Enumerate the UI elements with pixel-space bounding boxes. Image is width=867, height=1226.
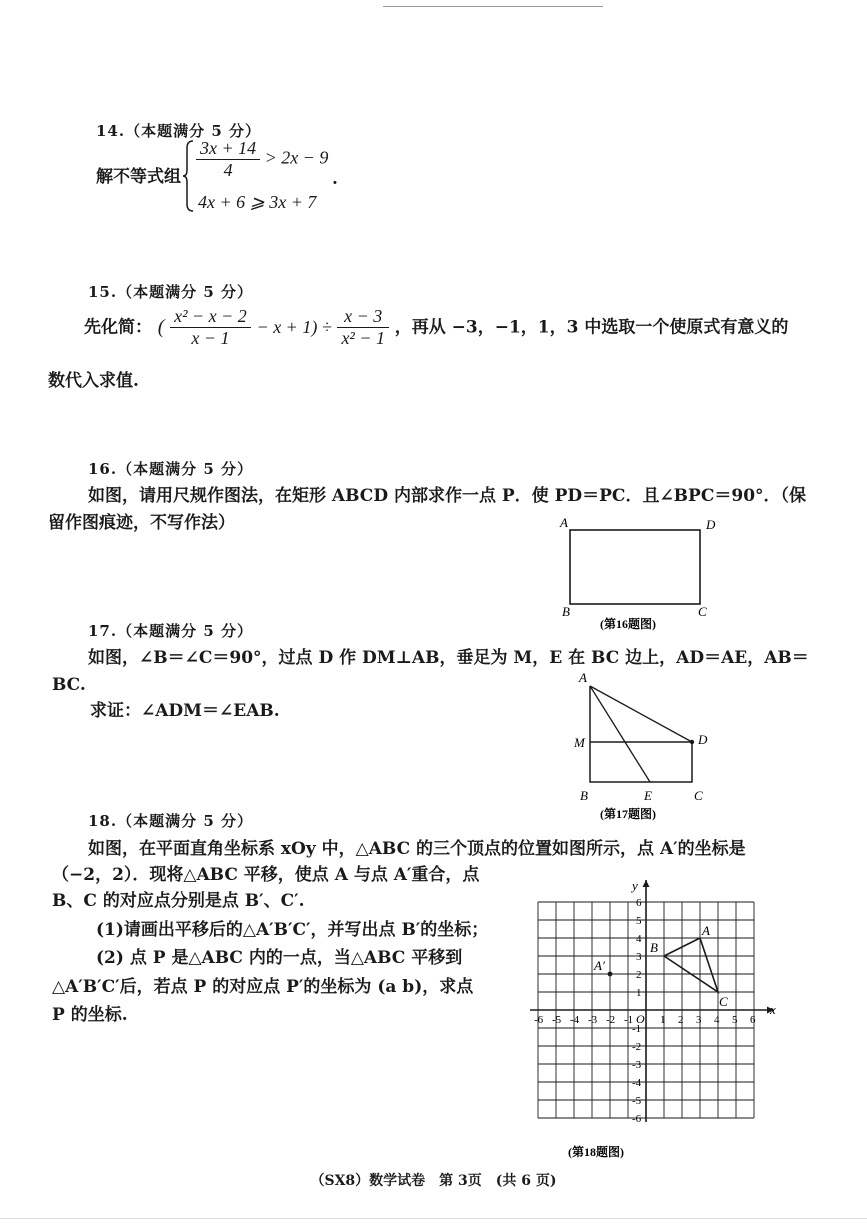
y-tick-label: -5: [632, 1095, 642, 1107]
q18-line1: 如图，在平面直角坐标系 xOy 中，△ABC 的三个顶点的位置如图所示，点 A′的坐标是: [88, 839, 746, 859]
x-tick-label: -1: [624, 1014, 634, 1026]
q14-frac-num: 3x + 14: [196, 138, 260, 160]
q17-label-e: E: [644, 788, 652, 803]
q15-frac-1: [170, 306, 251, 349]
y-tick-label: 5: [636, 915, 642, 927]
q18-line5: (2) 点 P 是△ABC 内的一点，当△ABC 平移到: [96, 948, 463, 968]
q17-line2: BC.: [52, 675, 86, 695]
q18-heading: 18.（本题满分 5 分）: [88, 812, 253, 830]
bottom-rule: [0, 1218, 867, 1219]
top-rule: [383, 6, 603, 7]
q17-figure: [570, 670, 720, 825]
q15-frac2-num: x − 3: [337, 306, 389, 328]
q17-line3: 求证：∠ADM＝∠EAB.: [90, 701, 280, 721]
point-c-label: C: [719, 994, 728, 1009]
q16-label-a: A: [560, 515, 568, 530]
q18-coordinate-grid: [510, 862, 790, 1162]
q16-label-d: D: [706, 517, 716, 532]
q14-inequality-1: [196, 138, 328, 181]
q17-label-d: D: [698, 732, 708, 747]
q14-brace: [182, 140, 194, 212]
q14-frac-den: 4: [223, 160, 233, 180]
y-tick-label: 1: [636, 987, 642, 999]
q16-line2: 留作图痕迹，不写作法）: [48, 513, 235, 533]
y-tick-label: 6: [636, 897, 642, 909]
q14-end-dot: .: [332, 169, 338, 189]
point-a-prime: [608, 972, 613, 977]
q18-line7: P 的坐标.: [52, 1005, 128, 1025]
x-tick-label: 2: [678, 1014, 684, 1026]
y-tick-label: -6: [632, 1113, 642, 1125]
page-footer: （SX8）数学试卷 第 3页 (共 6 页): [310, 1173, 557, 1189]
q17-caption: (第17题图): [600, 807, 656, 821]
x-tick-label: 5: [732, 1014, 738, 1026]
q16-label-b: B: [562, 604, 570, 619]
x-tick-label: 6: [750, 1014, 756, 1026]
triangle-abc: [664, 938, 718, 992]
q15-prompt: 先化简：: [84, 317, 152, 338]
q18-line2: （−2，2）．现将△ABC 平移，使点 A 与点 A′重合，点: [52, 865, 480, 885]
q16-line1: 如图，请用尺规作图法，在矩形 ABCD 内部求作一点 P．使 PD＝PC．且∠BPC＝90°．（保: [88, 486, 807, 506]
q16-figure: [556, 512, 726, 637]
q18-line3: B、C 的对应点分别是点 B′、C′.: [52, 891, 305, 911]
q17-line1: 如图，∠B＝∠C＝90°，过点 D 作 DM⊥AB，垂足为 M，E 在 BC 边上，AD＝AE，AB＝: [88, 648, 809, 668]
q15-line2: 数代入求值.: [48, 371, 139, 391]
q15-middle: − x + 1) ÷: [256, 317, 332, 337]
y-tick-label: -1: [632, 1023, 642, 1035]
point-a-prime-label: A′: [594, 958, 605, 973]
x-tick-label: -5: [552, 1014, 562, 1026]
q16-label-c: C: [698, 604, 707, 619]
y-tick-label: -3: [632, 1059, 642, 1071]
q14-ineq1-rhs: > 2x − 9: [264, 147, 329, 168]
q17-label-m: M: [574, 735, 585, 750]
q15-tail: ，再从 −3，−1，1，3 中选取一个使原式有意义的: [394, 317, 789, 338]
q15-open-paren: (: [157, 316, 165, 338]
y-axis-arrow: [643, 880, 650, 887]
x-tick-label: -6: [534, 1014, 544, 1026]
q15-frac1-den: x − 1: [191, 328, 230, 348]
q15-frac-2: [337, 306, 389, 349]
origin-label: O: [636, 1012, 645, 1026]
y-tick-label: 2: [636, 969, 642, 981]
x-tick-label: -3: [588, 1014, 598, 1026]
q17-heading: 17.（本题满分 5 分）: [88, 622, 253, 640]
q15-frac2-den: x² − 1: [341, 328, 385, 348]
q14-heading: 14.（本题满分 5 分）: [96, 122, 261, 140]
q15-expression: [84, 306, 824, 349]
q15-heading: 15.（本题满分 5 分）: [88, 283, 253, 301]
q14-prompt: 解不等式组: [96, 167, 181, 187]
point-b-label: B: [650, 940, 658, 955]
q17-label-c: C: [694, 788, 703, 803]
x-tick-label: 4: [714, 1014, 720, 1026]
q14-inequality-2: 4x + 6 ⩾ 3x + 7: [198, 192, 317, 212]
y-tick-label: -2: [632, 1041, 642, 1053]
q17-label-b: B: [580, 788, 588, 803]
q16-heading: 16.（本题满分 5 分）: [88, 460, 253, 478]
y-tick-label: 3: [636, 951, 642, 963]
q16-caption: (第16题图): [600, 617, 656, 631]
y-tick-label: 4: [636, 933, 642, 945]
q18-caption: (第18题图): [568, 1145, 624, 1159]
point-a-label: A: [702, 923, 710, 938]
q18-line6: △A′B′C′后，若点 P 的对应点 P′的坐标为 (a b)，求点: [52, 977, 474, 997]
q18-line4: (1)请画出平移后的△A′B′C′，并写出点 B′的坐标；: [96, 920, 489, 940]
y-axis-label: y: [632, 878, 638, 893]
q17-label-a: A: [579, 670, 587, 685]
x-tick-label: -4: [570, 1014, 580, 1026]
x-tick-label: 1: [660, 1014, 666, 1026]
q15-frac1-num: x² − x − 2: [170, 306, 251, 328]
x-tick-label: -2: [606, 1014, 616, 1026]
x-tick-label: 3: [696, 1014, 702, 1026]
x-axis-label: x: [770, 1002, 776, 1017]
y-tick-label: -4: [632, 1077, 642, 1089]
